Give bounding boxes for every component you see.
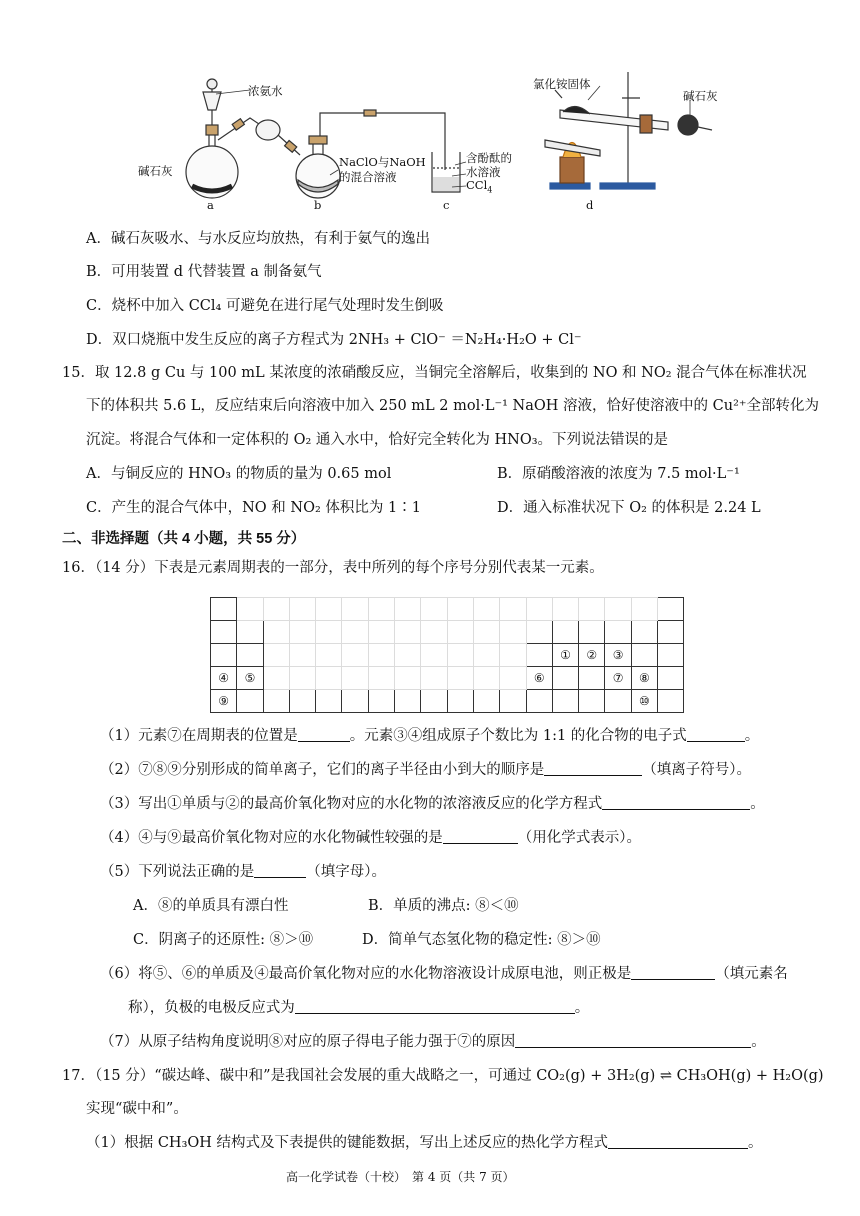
cell-element-7: ⑦ — [605, 667, 631, 690]
cell-element-10: ⑩ — [631, 690, 657, 713]
label-beaker-c-line1: 含酚酞的 — [466, 151, 512, 165]
q15-stem-line2: 下的体积共 5.6 L，反应结束后向溶液中加入 250 mL 2 mol·L⁻¹ NaOH 溶液，恰好使溶液中的 Cu²⁺全部转化为 — [86, 398, 820, 414]
q15-option-d: D．通入标准状况下 O₂ 的体积是 2.24 L — [497, 500, 761, 516]
label-a: a — [207, 198, 214, 212]
label-mixture-b-line2: 的混合溶液 — [339, 170, 397, 184]
answer-blank[interactable] — [443, 842, 518, 844]
q16-part-2: （2）⑦⑧⑨分别形成的简单离子，它们的离子半径由小到大的顺序是 （填离子符号）。 — [100, 762, 751, 778]
table-row — [211, 690, 684, 713]
answer-blank[interactable] — [687, 740, 745, 742]
q14-option-c: C．烧杯中加入 CCl₄ 可避免在进行尾气处理时发生倒吸 — [86, 298, 444, 314]
q16-part-3: （3）写出①单质与②的最高价氧化物对应的水化物的浓溶液反应的化学方程式 。 — [100, 796, 765, 812]
label-b: b — [314, 198, 322, 212]
q16-option-d: D．简单气态氢化物的稳定性: ⑧＞⑩ — [362, 932, 601, 948]
label-beaker-c-line3: CCl$_4$ — [466, 178, 493, 195]
cell-element-1: ① — [552, 644, 578, 667]
label-beaker-c-line2: 水溶液 — [466, 165, 501, 179]
label-soda-lime-a: 碱石灰 — [138, 164, 173, 178]
q17-part-1: （1）根据 CH₃OH 结构式及下表提供的键能数据，写出上述反应的热化学方程式 。 — [86, 1135, 763, 1151]
q15-stem-line3: 沉淀。将混合气体和一定体积的 O₂ 通入水中，恰好完全转化为 HNO₃。下列说法错误的是 — [86, 432, 669, 448]
q14-option-a: A．碱石灰吸水、与水反应均放热，有利于氨气的逸出 — [86, 231, 430, 247]
label-d: d — [586, 198, 594, 212]
q16-part-7: （7）从原子结构角度说明⑧对应的原子得电子能力强于⑦的原因 。 — [100, 1034, 766, 1050]
page-footer: 高一化学试卷（十校） 第 4 页（共 7 页） — [286, 1170, 515, 1184]
q16-option-c: C．阴离子的还原性: ⑧＞⑩ — [133, 932, 314, 948]
label-ammonium-chloride: 氯化铵固体 — [533, 77, 591, 91]
q17-stem-line1: 17．（15 分）“碳达峰、碳中和”是我国社会发展的重大战略之一，可通过 CO₂(g) + 3H₂(g) ⇌ CH₃OH(g) + H₂O(g) — [62, 1068, 824, 1084]
q15-option-b: B．原硝酸溶液的浓度为 7.5 mol·L⁻¹ — [497, 466, 740, 482]
label-concentrated-ammonia: 浓氨水 — [248, 84, 283, 98]
q16-intro: 16．（14 分）下表是元素周期表的一部分，表中所列的每个序号分别代表某一元素。 — [62, 560, 604, 576]
q16-part-1: （1）元素⑦在周期表的位置是 。元素③④组成原子个数比为 1:1 的化合物的电子式 。 — [100, 728, 760, 744]
q16-part-4: （4）④与⑨最高价氧化物对应的水化物碱性较强的是 （用化学式表示）。 — [100, 830, 641, 846]
q15-option-a: A．与铜反应的 HNO₃ 的物质的量为 0.65 mol — [86, 466, 392, 482]
section-heading: 二、非选择题（共 4 小题，共 55 分） — [62, 531, 306, 547]
label-c: c — [443, 198, 450, 212]
cell-element-2: ② — [579, 644, 605, 667]
answer-blank[interactable] — [515, 1046, 751, 1048]
answer-blank[interactable] — [295, 1012, 575, 1014]
answer-blank[interactable] — [254, 876, 306, 878]
label-mixture-b-line1: NaClO与NaOH — [339, 155, 426, 169]
q16-option-b: B．单质的沸点: ⑧＜⑩ — [368, 898, 519, 914]
label-soda-lime-d: 碱石灰 — [683, 89, 718, 103]
q17-stem-line2: 实现“碳中和”。 — [86, 1101, 188, 1117]
q15-stem-line1: 15．取 12.8 g Cu 与 100 mL 某浓度的浓硝酸反应，当铜完全溶解后，收集到的 NO 和 NO₂ 混合气体在标准状况 — [62, 365, 807, 381]
cell-element-8: ⑧ — [631, 667, 657, 690]
cell-element-4: ④ — [211, 667, 237, 690]
answer-blank[interactable] — [298, 740, 350, 742]
q16-part-6-line2: 称），负极的电极反应式为 。 — [128, 1000, 590, 1016]
table-row — [211, 598, 684, 621]
q16-part-6-line1: （6）将⑤、⑥的单质及④最高价氧化物对应的水化物溶液设计成原电池，则正极是 （填元素名 — [100, 966, 788, 982]
cell-element-6: ⑥ — [526, 667, 552, 690]
answer-blank[interactable] — [602, 808, 750, 810]
cell-element-5: ⑤ — [237, 667, 263, 690]
apparatus-figure — [0, 0, 860, 215]
table-row — [211, 644, 684, 667]
q15-option-c: C．产生的混合气体中，NO 和 NO₂ 体积比为 1∶1 — [86, 500, 421, 516]
q16-option-a: A．⑧的单质具有漂白性 — [133, 898, 289, 914]
periodic-table-fragment — [210, 597, 684, 713]
q14-option-b: B．可用装置 d 代替装置 a 制备氨气 — [86, 264, 322, 280]
answer-blank[interactable] — [544, 774, 642, 776]
table-row — [211, 621, 684, 644]
q16-part-5: （5）下列说法正确的是 （填字母）。 — [100, 864, 386, 880]
cell-element-9: ⑨ — [211, 690, 237, 713]
answer-blank[interactable] — [631, 978, 715, 980]
answer-blank[interactable] — [608, 1147, 748, 1149]
cell-element-3: ③ — [605, 644, 631, 667]
q14-option-d: D．双口烧瓶中发生反应的离子方程式为 2NH₃ + ClO⁻ ＝N₂H₄·H₂O + Cl⁻ — [86, 332, 582, 348]
table-row — [211, 667, 684, 690]
